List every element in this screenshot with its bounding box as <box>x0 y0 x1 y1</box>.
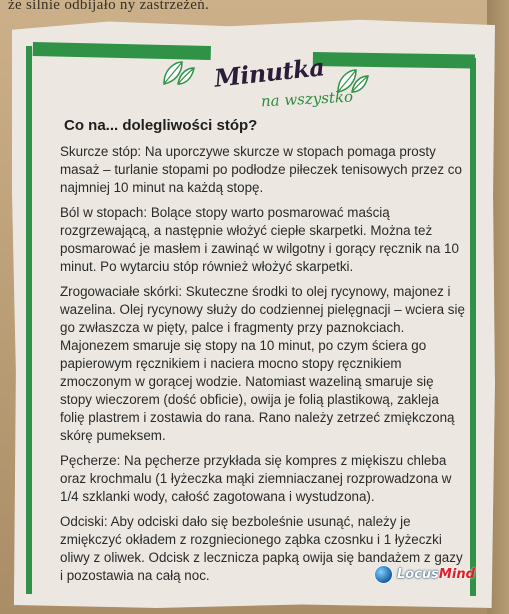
paragraph-term: Pęcherze: <box>60 453 121 468</box>
paragraph-text: Na pęcherze przykłada się kompres z miękiszu chleba oraz krochmalu (1 łyżeczka mąki ziemniaczanej rozprowadzona w 1/4 szklanki wody, całość zagotowana i wystudzona). <box>60 453 452 504</box>
article-body <box>60 117 465 592</box>
brand-subtitle: na wszystko <box>260 87 354 111</box>
leaf-icon <box>156 56 200 90</box>
paragraph-term: Zrogowaciałe skórki: <box>60 284 183 299</box>
watermark-part1: Locus <box>397 567 439 582</box>
watermark-part2: Mind <box>438 567 475 582</box>
paragraph-zrogowaciale <box>60 283 465 445</box>
watermark-text <box>397 567 475 582</box>
frame-left <box>26 46 32 594</box>
watermark <box>374 565 475 584</box>
brand-logo: Minutka <box>212 52 326 93</box>
paragraph-skurcze <box>60 143 465 197</box>
paragraph-text: Aby odciski dało się bezboleśnie usunąć, należy je zmiękczyć okładem z rozgniecionego ząbka czosnku i 1 łyżeczki oliwy z oliwek. Odcisk z lecznicza papką owija się bandażem z gazy i pozostawia na całą noc. <box>60 514 463 583</box>
paragraph-bol <box>60 204 465 276</box>
globe-icon <box>374 565 393 584</box>
paragraph-term: Odciski: <box>60 514 108 529</box>
paragraph-pecherze <box>60 452 465 506</box>
paragraph-text: Bolące stopy warto posmarować maścią rozgrzewającą, a następnie włożyć ciepłe skarpetki. Można też posmarować je masłem i zawinąć w wilgotny i gorący ręcznik na 10 minut. Po wytarciu stóp również włożyć skarpetki. <box>60 205 459 274</box>
frame-right <box>470 58 476 596</box>
paragraph-term: Skurcze stóp: <box>60 144 142 159</box>
paragraph-term: Ból w stopach: <box>60 205 148 220</box>
paragraph-text: Na uporczywe skurcze w stopach pomaga prosty masaż – turlanie stopami po podłodze piłeczek tenisowych przez co najmniej 10 minut na każdą stopę. <box>60 144 462 195</box>
paragraph-text: Skuteczne środki to olej rycynowy, majonez i wazelina. Olej rycynowy służy do codziennej pielęgnacji – wciera się go zwłaszcza w pięty, palce i fragmenty przy paznokciach. Majonezem smaruje się stopy na 10 minut, po czym ściera go papierowym ręcznikiem i naciera mocno stopy ręcznikiem zmoczonym w gorącej wodzie. Natomiast wazeliną smaruje się stopy wieczorem (dość obficie), owija je folią plastikową, zakleja folię plastrem i zostawia do rana. Rano należy zetrzeć zmiękczoną skórę pumeksem. <box>60 284 465 443</box>
background-text: że silnie odbijało ny zastrzeżeń. <box>8 0 210 13</box>
article-title: Co na... dolegliwości stóp? <box>64 117 258 134</box>
